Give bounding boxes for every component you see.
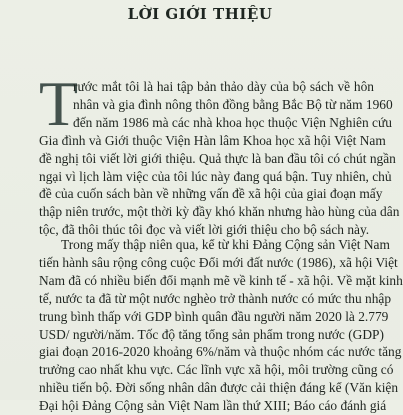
paragraph-2 xyxy=(39,236,403,415)
paragraph-line: ngại vì lịch làm việc của tôi lúc này đang quá bận. Tuy nhiên, chủ xyxy=(39,168,392,184)
paragraph-line: rước mắt tôi là hai tập bản thảo dày của bộ sách về hôn xyxy=(73,79,374,94)
drop-cap-letter: T xyxy=(39,68,79,139)
paragraph-line: nhiều tiến bộ. Đời sống nhân dân được cải thiện đáng kể (Văn kiện xyxy=(39,380,399,396)
paragraph-line: đề của cuốn sách bàn về những vấn đề xã hội của giai đoạn mấy xyxy=(39,186,383,202)
paragraph-line: trưởng cao nhất khu vực. Các lĩnh vực xã hội, môi trường cũng có xyxy=(39,362,394,378)
paragraph-line: tộc, đã thôi thúc tôi đọc và viết lời giới thiệu cho bộ sách này. xyxy=(39,222,370,238)
paragraph-line: đến năm 1986 mà các nhà khoa học thuộc Viện Nghiên cứu xyxy=(73,114,392,130)
paragraph-line: thập niên trước, một thời kỳ đầy khó khăn nhưng hào hùng của dân xyxy=(39,204,400,220)
page-title: LỜI GIỚI THIỆU xyxy=(127,5,273,23)
paragraph-line: Nam đã có nhiều biến đổi mạnh mẽ về kinh tế - xã hội. Về mặt kinh xyxy=(39,272,403,288)
paragraph-line: nhân và gia đình nông thôn đồng bằng Bắc Bộ từ năm 1960 xyxy=(73,96,393,112)
paragraph-line: giai đoạn 2016-2020 khoảng 6%/năm và thuộc nhóm các nước tăng xyxy=(39,344,402,360)
paragraph-line: Gia đình và Giới thuộc Viện Hàn lâm Khoa học xã hội Việt Nam xyxy=(39,132,386,148)
paragraph-line: tế, nước ta đã từ một nước nghèo trở thành nước có mức thu nhập xyxy=(39,290,392,306)
paragraph-line: đề nghị tôi viết lời giới thiệu. Quả thực là ban đầu tôi có chút ngần xyxy=(39,150,396,166)
paragraph-line: trung bình thấp với GDP bình quân đầu người năm 2020 là 2.779 xyxy=(39,308,389,324)
paragraph-line: USD/ người/năm. Tốc độ tăng tổng sản phẩm trong nước (GDP) xyxy=(39,326,384,342)
paragraph-line: Trong mấy thập niên qua, kể từ khi Đảng Cộng sản Việt Nam xyxy=(61,237,390,252)
paragraph-line: tiến hành sâu rộng công cuộc Đổi mới đất nước (1986), xã hội Việt xyxy=(39,254,398,270)
paragraph-line: Đại hội Đảng Cộng sản Việt Nam lần thứ XIII; Báo cáo đánh giá xyxy=(39,398,387,414)
paragraph-1 xyxy=(39,78,400,239)
